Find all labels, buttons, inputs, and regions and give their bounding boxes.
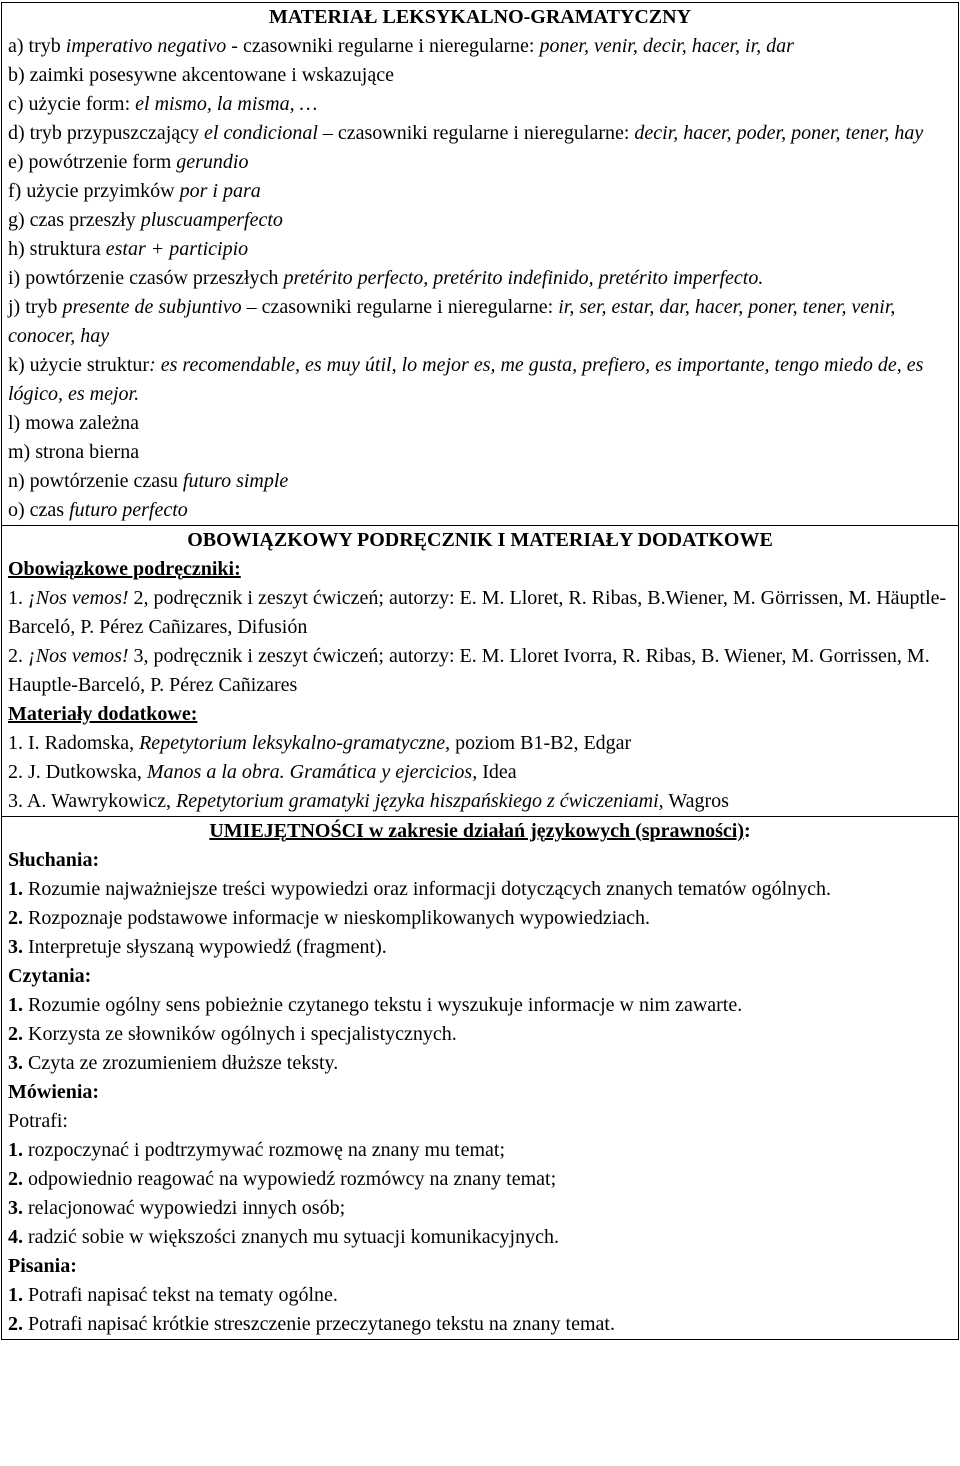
skill-item	[8, 904, 952, 933]
item-text: 3, podręcznik i zeszyt ćwiczeń; autorzy: E. M. Lloret Ivorra, R. Ribas, B. Wiener, M. Gorrissen, M. Hauptle-Barceló, P. Pérez Cañizares	[8, 645, 930, 696]
skills-title-bold: UMIEJĘTNOŚCI	[209, 820, 364, 842]
extra-materials-label: Materiały dodatkowe:	[8, 703, 198, 725]
item-text: Korzysta ze słowników ogólnych i specjalistycznych.	[23, 1023, 457, 1045]
skill-item	[8, 875, 952, 904]
skill-item	[8, 1020, 952, 1049]
skill-item	[8, 1310, 952, 1339]
reading-label: Czytania:	[8, 965, 92, 987]
item-text: b) zaimki posesywne akcentowane i wskazujące	[8, 64, 394, 86]
skill-item	[8, 1049, 952, 1078]
item-number: 2.	[8, 1023, 23, 1045]
item-text: : es recomendable, es muy útil, lo mejor es, me gusta, prefiero, es importante, tengo miedo de, es lógico, es mejor.	[8, 354, 924, 405]
item-text: estar + participio	[105, 238, 249, 260]
list-item	[8, 61, 952, 90]
skills-title-colon: :	[743, 820, 751, 842]
speaking-list	[8, 1136, 952, 1252]
item-number: 3.	[8, 1197, 23, 1219]
item-text: Rozumie najważniejsze treści wypowiedzi oraz informacji dotyczących znanych tematów ogólnych.	[23, 878, 832, 900]
item-text: d) tryb przypuszczający	[8, 122, 205, 144]
item-text: 1.	[8, 587, 28, 609]
item-number: 2.	[8, 1168, 23, 1190]
item-text: radzić sobie w większości znanych mu sytuacji komunikacyjnych.	[23, 1226, 559, 1248]
item-number: 4.	[8, 1226, 23, 1248]
item-text: Potrafi napisać krótkie streszczenie przeczytanego tekstu na znany temat.	[23, 1313, 615, 1335]
item-text: odpowiednio reagować na wypowiedź rozmówcy na znany temat;	[23, 1168, 557, 1190]
mandatory-textbooks-label: Obowiązkowe podręczniki:	[8, 558, 241, 580]
item-number: 1.	[8, 1284, 23, 1306]
list-item	[8, 206, 952, 235]
listening-list	[8, 875, 952, 962]
list-item	[8, 119, 952, 148]
item-text: Potrafi napisać tekst na tematy ogólne.	[23, 1284, 338, 1306]
item-text: – czasowniki regularne i nieregularne:	[241, 296, 559, 318]
item-text: e) powótrzenie form	[8, 151, 177, 173]
extra-materials-list	[8, 729, 952, 816]
item-text: relacjonować wypowiedzi innych osób;	[23, 1197, 346, 1219]
item-text: k) użycie struktur	[8, 354, 150, 376]
item-text: , poziom B1-B2, Edgar	[445, 732, 632, 754]
listening-label: Słuchania:	[8, 849, 100, 871]
speaking-label: Mówienia:	[8, 1081, 100, 1103]
skill-item	[8, 1136, 952, 1165]
skill-item	[8, 1281, 952, 1310]
item-text: presente de subjuntivo	[62, 296, 242, 318]
item-text: 2. J. Dutkowska,	[8, 761, 147, 783]
item-text: ¡Nos vemos!	[28, 645, 134, 667]
item-text: f) użycie przyimków	[8, 180, 180, 202]
document	[1, 2, 959, 1340]
item-text: Wagros	[663, 790, 729, 812]
item-text: m) strona bierna	[8, 441, 140, 463]
item-number: 1.	[8, 878, 23, 900]
skill-item	[8, 1194, 952, 1223]
item-text: l) mowa zależna	[8, 412, 140, 434]
list-item	[8, 758, 952, 787]
item-text: Czyta ze zrozumieniem dłuższe teksty.	[23, 1052, 339, 1074]
list-item	[8, 90, 952, 119]
item-text: 1. I. Radomska,	[8, 732, 140, 754]
item-number: 3.	[8, 936, 23, 958]
item-text: Repetytorium leksykalno-gramatyczne	[139, 732, 446, 754]
list-item	[8, 642, 952, 700]
item-text: n) powtórzenie czasu	[8, 470, 183, 492]
item-text: – czasowniki regularne i nieregularne:	[317, 122, 635, 144]
list-item	[8, 409, 952, 438]
item-text: gerundio	[176, 151, 249, 173]
item-number: 2.	[8, 907, 23, 929]
speaking-intro: Potrafi:	[8, 1110, 68, 1132]
item-text: poner, venir, decir, hacer, ir, dar	[539, 35, 794, 57]
item-text: futuro perfecto	[69, 499, 188, 521]
list-item	[8, 148, 952, 177]
skill-item	[8, 991, 952, 1020]
list-item	[8, 264, 952, 293]
list-item	[8, 787, 952, 816]
skills-title-rest: w zakresie działań językowych (sprawności)	[363, 820, 744, 842]
section-skills	[2, 816, 958, 1339]
item-text: a) tryb	[8, 35, 66, 57]
writing-list	[8, 1281, 952, 1339]
item-text: - czasowniki regularne i nieregularne:	[226, 35, 540, 57]
list-item	[8, 177, 952, 206]
item-text: el condicional	[204, 122, 318, 144]
item-number: 1.	[8, 994, 23, 1016]
list-item	[8, 235, 952, 264]
item-text: ir, ser, estar, dar, hacer, poner, tener, venir, conocer, hay	[8, 296, 896, 347]
item-text: pretérito perfecto, pretérito indefinido, pretérito imperfecto.	[283, 267, 764, 289]
list-item	[8, 438, 952, 467]
grammar-topics-list	[8, 32, 952, 525]
item-text: Repetytorium gramatyki języka hiszpańskiego z ćwiczeniami,	[176, 790, 664, 812]
item-text: el mismo, la misma, …	[135, 93, 318, 115]
item-text: por i para	[179, 180, 261, 202]
item-text: decir, hacer, poder, poner, tener, hay	[634, 122, 924, 144]
section-title-textbooks: OBOWIĄZKOWY PODRĘCZNIK I MATERIAŁY DODATKOWE	[187, 529, 773, 551]
item-text: Idea	[477, 761, 517, 783]
item-text: futuro simple	[182, 470, 289, 492]
skill-item	[8, 1223, 952, 1252]
item-text: Manos a la obra. Gramática y ejercicios,	[146, 761, 478, 783]
item-text: o) czas	[8, 499, 70, 521]
item-text: g) czas przeszły	[8, 209, 141, 231]
list-item	[8, 293, 952, 351]
item-text: Interpretuje słyszaną wypowiedź (fragment).	[23, 936, 387, 958]
list-item	[8, 32, 952, 61]
item-text: 2.	[8, 645, 28, 667]
item-text: c) użycie form:	[8, 93, 136, 115]
item-text: i) powtórzenie czasów przeszłych	[8, 267, 284, 289]
item-text: Rozumie ogólny sens pobieżnie czytanego tekstu i wyszukuje informacje w nim zawarte.	[23, 994, 743, 1016]
section-title-skills	[8, 817, 952, 846]
section-lexical-grammar	[2, 3, 958, 525]
item-text: 2, podręcznik i zeszyt ćwiczeń; autorzy: E. M. Lloret, R. Ribas, B.Wiener, M. Görrissen, M. Häuptle-Barceló, P. Pérez Cañizares, Difusión	[8, 587, 947, 638]
skill-item	[8, 1165, 952, 1194]
section-textbooks	[2, 525, 958, 816]
item-text: j) tryb	[8, 296, 63, 318]
item-text: 3. A. Wawrykowicz,	[8, 790, 176, 812]
list-item	[8, 351, 952, 409]
section-title-lexical-grammar: MATERIAŁ LEKSYKALNO-GRAMATYCZNY	[268, 6, 692, 28]
item-text: Rozpoznaje podstawowe informacje w nieskomplikowanych wypowiedziach.	[23, 907, 651, 929]
reading-list	[8, 991, 952, 1078]
item-text: imperativo negativo	[65, 35, 227, 57]
skill-item	[8, 933, 952, 962]
item-number: 1.	[8, 1139, 23, 1161]
list-item	[8, 729, 952, 758]
list-item	[8, 496, 952, 525]
mandatory-textbooks-list	[8, 584, 952, 700]
list-item	[8, 584, 952, 642]
item-number: 3.	[8, 1052, 23, 1074]
list-item	[8, 467, 952, 496]
item-number: 2.	[8, 1313, 23, 1335]
item-text: pluscuamperfecto	[140, 209, 283, 231]
item-text: h) struktura	[8, 238, 106, 260]
writing-label: Pisania:	[8, 1255, 77, 1277]
item-text: rozpoczynać i podtrzymywać rozmowę na znany mu temat;	[23, 1139, 506, 1161]
item-text: ¡Nos vemos!	[28, 587, 134, 609]
